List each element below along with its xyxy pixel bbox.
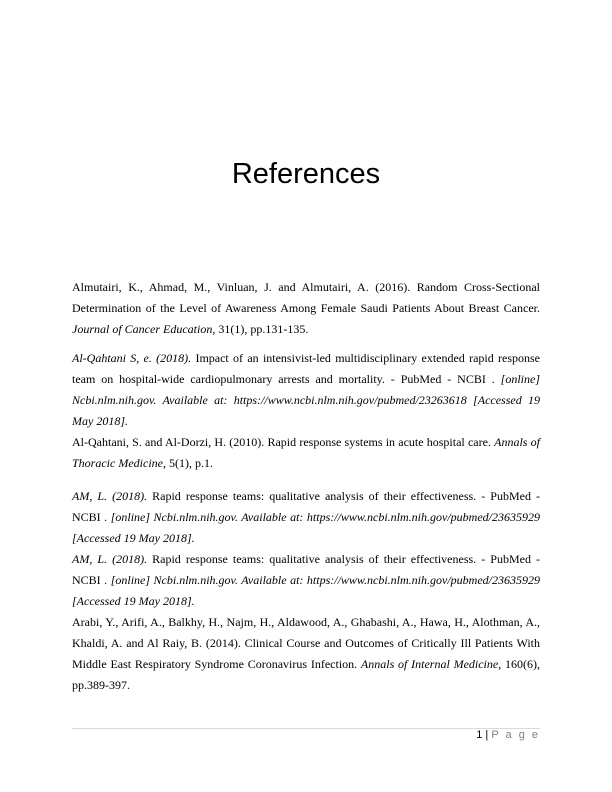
reference-journal: Annals of Internal Medicine xyxy=(360,657,499,671)
reference-entry xyxy=(72,486,540,549)
page-label: P a g e xyxy=(491,729,540,741)
reference-title: Rapid response teams: qualitative analysis of their effectiveness. - PubMed - NCBI . xyxy=(72,489,540,524)
reference-authors: AM, L. (2018). xyxy=(72,489,148,503)
page-title: References xyxy=(231,158,381,190)
reference-title: Rapid response teams: qualitative analysis of their effectiveness. - PubMed - NCBI . xyxy=(72,552,540,587)
page-footer xyxy=(476,729,540,741)
footer-divider xyxy=(72,728,540,729)
page-number: 1 xyxy=(476,729,483,741)
reference-source: [online] Ncbi.nlm.nih.gov. Available at: https://www.ncbi.nlm.nih.gov/pubmed/23263618 [Accessed 19 May 2018]. xyxy=(72,372,540,428)
reference-authors: Al-Qahtani S, e. (2018). xyxy=(72,351,192,365)
reference-entry xyxy=(72,549,540,612)
reference-entry xyxy=(72,277,540,340)
reference-journal: Annals of Thoracic Medicine xyxy=(72,435,541,470)
footer-separator: | xyxy=(485,729,489,741)
reference-entry xyxy=(72,432,540,474)
reference-entry xyxy=(72,348,540,432)
reference-authors-title: Almutairi, K., Ahmad, M., Vinluan, J. and Almutairi, A. (2016). Random Cross-Sectional Determination of the Level of Awareness Among Female Saudi Patients About Breast Cancer. xyxy=(72,280,540,315)
reference-authors-title: Al-Qahtani, S. and Al-Dorzi, H. (2010). Rapid response systems in acute hospital care. xyxy=(72,435,495,449)
reference-authors: AM, L. (2018). xyxy=(72,552,148,566)
reference-source: [online] Ncbi.nlm.nih.gov. Available at: https://www.ncbi.nlm.nih.gov/pubmed/23635929 [Accessed 19 May 2018]. xyxy=(72,573,541,608)
reference-list xyxy=(72,277,540,696)
reference-citation: , 5(1), p.1. xyxy=(162,456,213,470)
reference-journal: Journal of Cancer Education xyxy=(72,322,213,336)
reference-title: Impact of an intensivist-led multidisciplinary extended rapid response team on hospital-wide cardiopulmonary arrests and mortality. - PubMed - NCBI . xyxy=(72,351,541,386)
reference-citation: , 160(6), pp.389-397. xyxy=(72,657,540,692)
reference-entry xyxy=(72,612,540,696)
reference-authors-title: Arabi, Y., Arifi, A., Balkhy, H., Najm, H., Aldawood, A., Ghabashi, A., Hawa, H., Alothman, A., Khaldi, A. and Al Raiy, B. (2014). Clinical Course and Outcomes of Critically Ill Patients With Middle East Respiratory Syndrome Coronavirus Infection. xyxy=(72,615,540,671)
reference-source: [online] Ncbi.nlm.nih.gov. Available at: https://www.ncbi.nlm.nih.gov/pubmed/23635929 [Accessed 19 May 2018]. xyxy=(72,510,541,545)
reference-citation: , 31(1), pp.131-135. xyxy=(212,322,309,336)
